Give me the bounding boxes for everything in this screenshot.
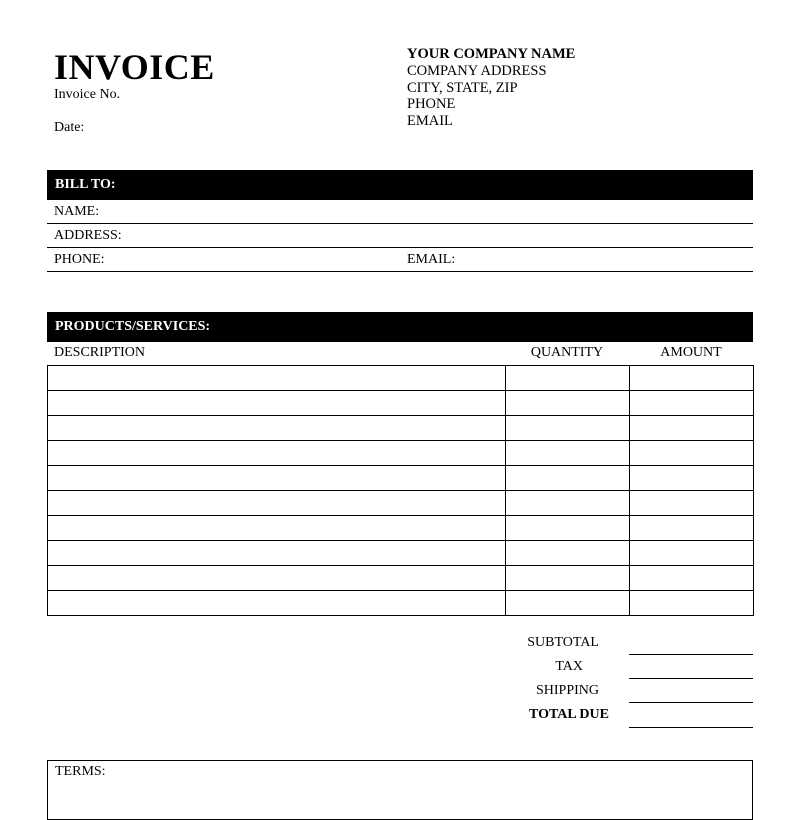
column-quantity: QUANTITY [530,345,604,360]
quantity-cell[interactable] [506,491,630,516]
tax-field[interactable] [629,678,753,679]
description-cell[interactable] [48,466,506,491]
quantity-cell[interactable] [506,541,630,566]
tax-label: TAX [555,659,583,674]
amount-cell[interactable] [630,441,754,466]
table-row [48,591,754,616]
company-city-state-zip: CITY, STATE, ZIP [407,79,518,96]
description-cell[interactable] [48,516,506,541]
terms-label: TERMS: [55,764,106,779]
subtotal-label: SUBTOTAL [527,635,599,650]
quantity-cell[interactable] [506,466,630,491]
date-label: Date: [54,120,85,135]
amount-cell[interactable] [630,541,754,566]
amount-cell[interactable] [630,566,754,591]
amount-cell[interactable] [630,416,754,441]
description-cell[interactable] [48,541,506,566]
table-row [48,566,754,591]
company-name: YOUR COMPANY NAME [407,46,576,62]
description-cell[interactable] [48,566,506,591]
amount-cell[interactable] [630,391,754,416]
quantity-cell[interactable] [506,566,630,591]
amount-cell[interactable] [630,366,754,391]
company-address: COMPANY ADDRESS [407,62,547,79]
bill-to-address-label: ADDRESS: [54,228,122,243]
invoice-title: INVOICE [54,47,215,87]
amount-cell[interactable] [630,516,754,541]
bill-to-heading: BILL TO: [47,170,753,200]
company-info [407,46,575,130]
column-amount: AMOUNT [660,345,722,360]
amount-cell[interactable] [630,466,754,491]
bill-to-name-row[interactable] [47,200,753,224]
terms-box[interactable] [47,760,753,820]
column-description: DESCRIPTION [54,345,146,360]
quantity-cell[interactable] [506,516,630,541]
table-row [48,416,754,441]
bill-to-name-label: NAME: [54,204,100,219]
total-due-field[interactable] [629,727,753,728]
quantity-cell[interactable] [506,391,630,416]
subtotal-field[interactable] [629,654,753,655]
quantity-cell[interactable] [506,366,630,391]
description-cell[interactable] [48,491,506,516]
table-row [48,541,754,566]
shipping-field[interactable] [629,702,753,703]
total-due-label: TOTAL DUE [528,707,609,722]
invoice-number-label: Invoice No. [54,87,121,102]
bill-to-email-label: EMAIL: [407,252,456,267]
table-row [48,441,754,466]
bill-to-address-row[interactable] [47,224,753,248]
company-phone: PHONE [407,96,456,113]
bill-to-contact-row[interactable] [47,248,753,272]
shipping-label: SHIPPING [535,683,599,698]
company-email: EMAIL [407,113,453,130]
description-cell[interactable] [48,366,506,391]
bill-to-phone-label: PHONE: [54,252,105,267]
table-row [48,516,754,541]
amount-cell[interactable] [630,591,754,616]
description-cell[interactable] [48,391,506,416]
amount-cell[interactable] [630,491,754,516]
table-row [48,466,754,491]
items-table [47,365,754,616]
quantity-cell[interactable] [506,591,630,616]
table-row [48,391,754,416]
products-heading: PRODUCTS/SERVICES: [47,312,753,342]
table-row [48,366,754,391]
description-cell[interactable] [48,441,506,466]
table-row [48,491,754,516]
description-cell[interactable] [48,591,506,616]
description-cell[interactable] [48,416,506,441]
quantity-cell[interactable] [506,441,630,466]
quantity-cell[interactable] [506,416,630,441]
